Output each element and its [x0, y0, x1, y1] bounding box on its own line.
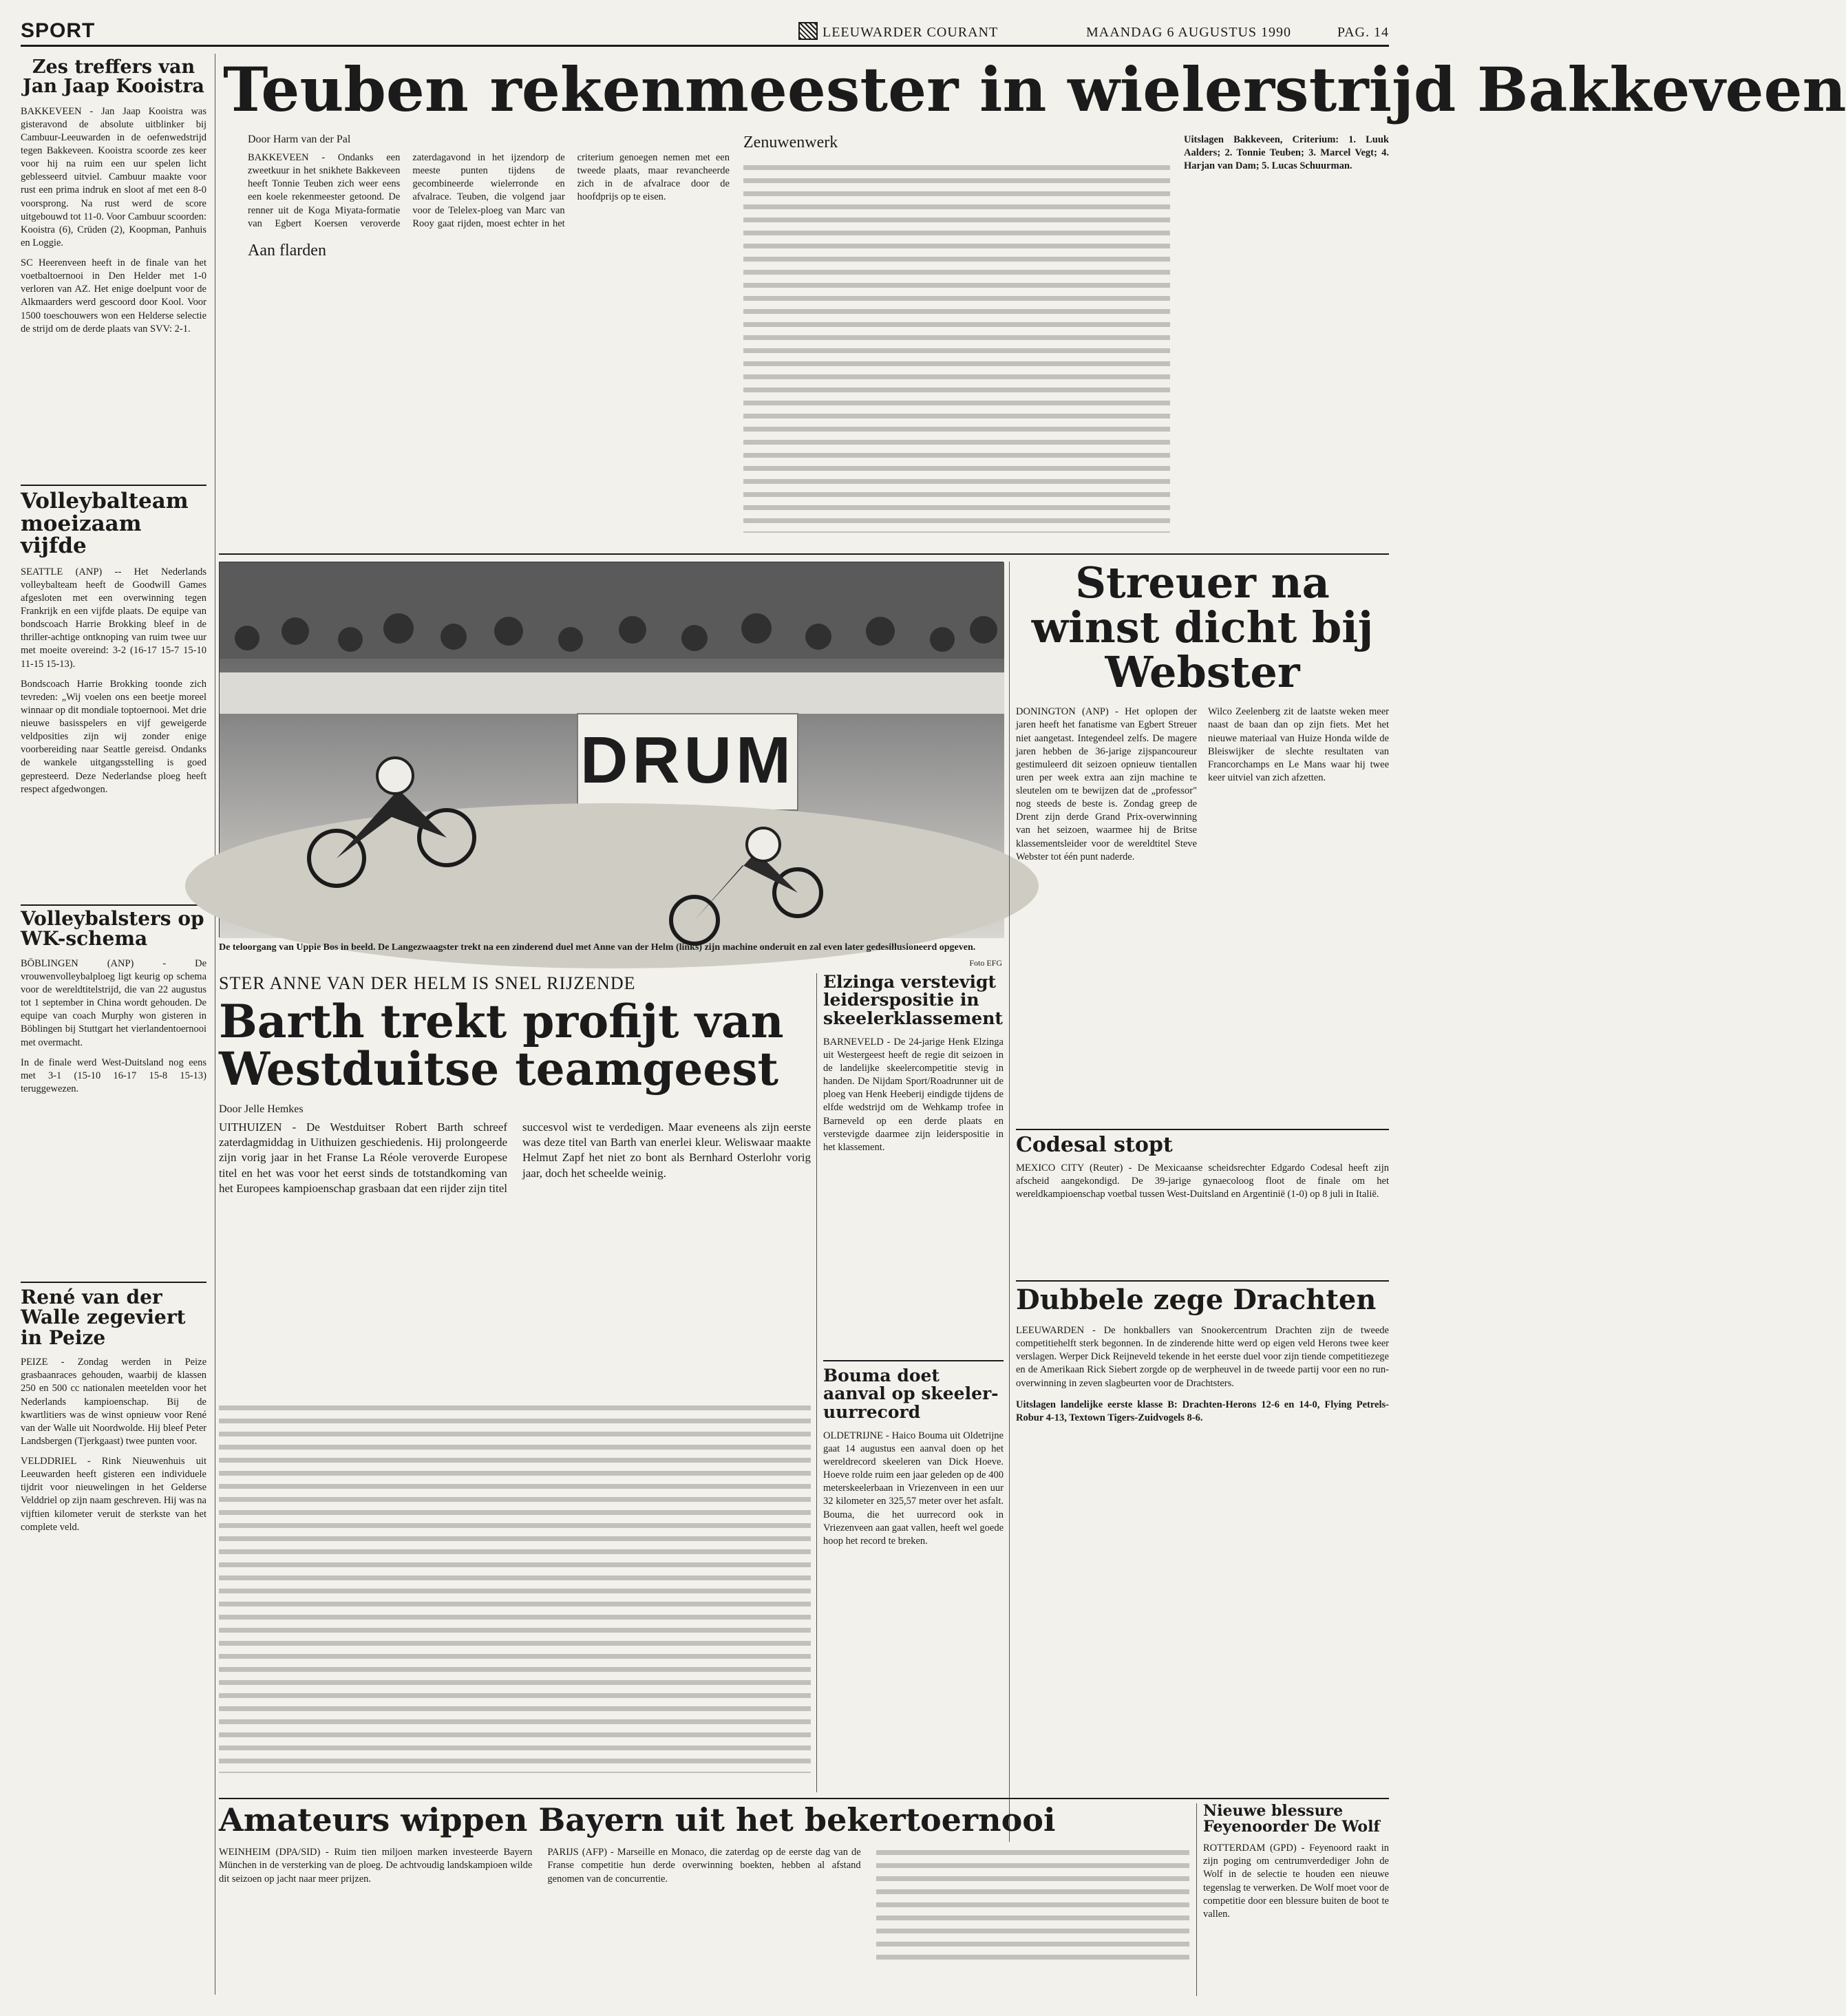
article-bouma [823, 1367, 1004, 1794]
article-divider [219, 553, 1389, 555]
article-kicker: STER ANNE VAN DER HELM IS SNEL RIJZENDE [219, 973, 636, 993]
column-divider [1009, 562, 1010, 1842]
article-byline: Door Jelle Hemkes [219, 1103, 304, 1115]
article-volleybalsters [21, 909, 206, 1280]
article-lead: BAKKEVEEN - Jan Jaap Kooistra was gisteravond de absolute uitblinker bij Cambuur-Leeuwarden in de oefenwedstrijd tegen Bakkeveen. Kooistra scoorde zes keer voor hij na ruim een uur spelen licht geblesseerd uitviel. Cambuur maakte voor rust een prima indruk en sloot af met een 8-0 voorsprong. Na rust werd de score uitgebouwd tot 11-0. Voor Cambuur scoorden: Kooistra (6), Crüden (2), Koopman, Panhuis en Loggie. [21, 105, 206, 248]
body-text-block [876, 1846, 1189, 1963]
article-lead: BARNEVELD - De 24-jarige Henk Elzinga uit Westergeest heeft de regie dit seizoen in de landelijke skeelercompetitie stevig in handen. De Nijdam Sport/Roadrunner uit de ploeg van Henk Heeberij eindigde tijdens de elfde wedstrijd om de Wehkamp trofee in Barneveld op een derde plaats en verstevigde daarmee zijn leiderspositie in het klassement. [823, 1036, 1004, 1153]
article-divider [219, 1798, 1389, 1799]
body-text-block [219, 1401, 811, 1773]
article-elzinga [823, 973, 1004, 1359]
article-body: VELDDRIEL - Rink Nieuwenhuis uit Leeuwarden heeft gisteren een individuele tijdrit voor nieuwelingen in het Gelderse Velddriel op zijn naam geschreven. Hij was na vijftien kilometer veruit de sterkste van het complete veld. [21, 1456, 206, 1533]
article-headline: Volleybalteam moeizaam vijfde [21, 489, 189, 559]
article-headline: Streuer na winst dicht bij Webster [1031, 558, 1374, 698]
photo-credit: Foto EFG [969, 958, 1002, 968]
article-headline: Amateurs wippen Bayern uit het bekertoernooi [219, 1801, 1056, 1838]
article-divider [823, 1360, 1004, 1361]
article-codesal [1016, 1134, 1389, 1272]
article-divider [21, 904, 206, 906]
article-headline: Codesal stopt [1016, 1133, 1173, 1157]
article-barth-continued [219, 1401, 811, 1773]
article-lead: DONINGTON (ANP) - Het oplopen der jaren heeft het fanatisme van Egbert Streuer niet aangetast. Integendeel zelfs. De magere jaren hebben de 36-jarige zijspancoureur gestimuleerd dit seizoen opnieuw tientallen uren per week extra aan zijn machine te sleutelen om te bewijzen dat de „professor" nog steeds de beste is. Zondag greep de Drent zijn derde Grand Prix-overwinning van het seizoen, waarmee hij de Britse klassementsleider voor de wereldtitel Steve Webster tot één punt naderde. [1016, 706, 1197, 862]
section-label: SPORT [21, 19, 96, 42]
article-feyenoord [1203, 1803, 1389, 1996]
article-divider [21, 1282, 206, 1283]
main-headline: Teuben rekenmeester in wielerstrijd Bakkeveen [223, 54, 1846, 125]
sign-text: DRUM [580, 723, 795, 797]
article-body: Bondscoach Harrie Brokking toonde zich tevreden: „Wij voelen ons een beetje moreel winnaar op dit mondiale toptoernooi. Met drie nieuwe basisspelers en vijf geweigerde veldposities zijn wij zonder enige voorbereiding naar Seattle gereisd. Ondanks de wankele uitgangsstelling is goed gepresteerd. Deze Nederlandse ploeg heeft respect afgedwongen. [21, 678, 206, 795]
article-bayern [219, 1803, 1189, 1996]
article-lead: WEINHEIM (DPA/SID) - Ruim tien miljoen marken investeerde Bayern München in de versterking van de ploeg. De achtvoudig landskampioen wilde dit seizoen op jacht naar meer prijzen. [219, 1847, 533, 1885]
article-bakkeveen [248, 134, 730, 547]
article-volleybal [21, 490, 206, 903]
article-lead: BÖBLINGEN (ANP) - De vrouwenvolleybalploeg ligt keurig op schema voor de wereldtitelstrijd, die van 22 augustus tot 1 september in China wordt gehouden. De equipe van coach Murphy won gisteren in Böblingen bij Stuttgart het vierlandentoernooi met overmacht. [21, 957, 206, 1048]
article-subhead: Zenuwenwerk [743, 134, 838, 151]
article-headline: René van der Walle zegeviert in Peize [21, 1286, 186, 1349]
body-text-block [743, 161, 1170, 533]
article-bakkeveen-continued [743, 134, 1170, 547]
article-headline: Nieuwe blessure Feyenoorder De Wolf [1203, 1802, 1380, 1836]
article-headline: Dubbele zege Drachten [1016, 1284, 1377, 1316]
article-divider [1016, 1129, 1389, 1130]
article-kooistra [21, 58, 206, 485]
article-sidebar: PARIJS (AFP) - Marseille en Monaco, die zaterdag op de eerste dag van de Franse competitie hun derde overwinning boekten, hebben al afstand genomen van de concurrentie. [547, 1847, 861, 1885]
article-lead: PEIZE - Zondag werden in Peize grasbaanraces gehouden, waarbij de klassen 250 en 500 cc nationalen meetelden voor het Nederlands kampioenschap. Bij de kwartlitiers was de winst opnieuw voor René van der Walle uit Noordwolde. Hij bleef Peter Landsbergen (Tjerkgaast) twee punten voor. [21, 1357, 206, 1447]
article-headline: Zes treffers van Jan Jaap Kooistra [23, 56, 204, 98]
article-sidebar: Wilco Zeelenberg zit de laatste weken meer naast de baan dan op zijn fiets. Met het nieuwe materiaal van Huize Honda wilde de Bleiswijker de slechte resultaten van Francorchamps en Le Mans waar hij twee keer uitviel van zich afzetten. [1208, 706, 1389, 783]
article-headline: Elzinga verstevigt leiderspositie in skeelerklassement [823, 972, 1003, 1028]
article-lead: SEATTLE (ANP) -- Het Nederlands volleybalteam heeft de Goodwill Games afgesloten met een overwinning tegen Frankrijk en een vijfde plaats. De equipe van bondscoach Harrie Brokking bleef in de thriller-achtige ontknoping van ruim twee uur met moeite overeind: 3-2 (16-17 15-7 15-10 11-15 15-13). [21, 566, 206, 670]
article-byline: Door Harm van der Pal [248, 134, 351, 145]
page-number: PAG. 14 [1337, 25, 1389, 40]
article-lead: UITHUIZEN - De Westduitser Robert Barth schreef zaterdagmiddag in Uithuizen geschiedenis. Hij prolongeerde zijn vorig jaar in het Franse La Réole veroverde Europese titel en het was voor het eerst sinds de totstandkoming van het Europees kampioenschap grasbaan dat een rijder zijn titel succesvol wist te verdedigen. Maar eveneens als zijn eerste was deze titel van Barth van enerlei kleur. Weliswaar maakte Helmut Zapf het niet zo bont als Bernhard Osterlohr vorig jaar, doch het scheelde weinig. [219, 1120, 811, 1196]
article-lead: MEXICO CITY (Reuter) - De Mexicaanse scheidsrechter Edgardo Codesal heeft zijn afscheid aangekondigd. De 39-jarige gynaecoloog floot de finale om het wereldkampioenschap voetbal tussen West-Duitsland en Argentinië (1-0) op 8 juli in Italië. [1016, 1162, 1389, 1200]
article-subhead: Aan flarden [248, 241, 326, 259]
column-divider [1196, 1803, 1197, 1996]
newspaper-crest-icon [798, 22, 818, 40]
article-lead: ROTTERDAM (GPD) - Feyenoord raakt in zijn poging om centrumverdediger John de Wolf in de selectie te houden een nieuwe tegenslag te verwerken. De Wolf moet voor de competitie door een blessure buiten de boot te vallen. [1203, 1843, 1389, 1920]
article-divider [21, 485, 206, 486]
newspaper-name: LEEUWARDER COURANT [823, 25, 999, 40]
article-lead: BAKKEVEEN - Ondanks een zweetkuur in het snikhete Bakkeveen heeft Tonnie Teuben zich weer eens een koele rekenmeester getoond. De renner uit de Koga Miyata-formatie van Egbert Koersen veroverde zaterdagavond in het ijzendorp de meeste punten tijdens de gecombineerde wielerronde en afvalrace. Teuben, die volgend jaar voor de Telelex-ploeg van Marc van Rooy gaat rijden, moest echter in het criterium genoegen nemen met een tweede plaats, maar revancheerde zich in de afvalrace door de hoofdprijs op te eisen. [248, 152, 730, 229]
masthead [21, 17, 1389, 47]
article-vanderwalle [21, 1287, 206, 1996]
article-headline: Volleybalsters op WK-schema [21, 907, 204, 951]
speedway-photo [219, 562, 1004, 937]
issue-date: MAANDAG 6 AUGUSTUS 1990 [1086, 25, 1292, 40]
results-text: Uitslagen Bakkeveen, Criterium: 1. Luuk Aalders; 2. Tonnie Teuben; 3. Marcel Vegt; 4. Harjan van Dam; 5. Lucas Schuurman. [1184, 134, 1389, 172]
results-text: Uitslagen landelijke eerste klasse B: Drachten-Herons 12-6 en 14-0, Flying Petrels-Robur 4-13, Textown Tigers-Zuidvogels 8-6. [1016, 1399, 1389, 1423]
speedway-photo-image [220, 562, 1004, 938]
article-headline: Barth trekt profijt van Westduitse teamgeest [219, 995, 784, 1096]
article-lead: LEEUWARDEN - De honkballers van Snookercentrum Drachten zijn de tweede competitiehelft sterk begonnen. In de zinderende hitte werd op eigen veld Herons twee keer verslagen. Werper Dick Reijneveld tekende in het eerste duel voor zijn tiende competitiezege en de Amerikaan Rick Siebert zorgde op de werpheuvel in de tweede partij voor een no run-overwinning in zeven slagbeurten voor de Drachtsters. [1016, 1325, 1389, 1389]
article-body: In de finale werd West-Duitsland nog eens met 3-1 (15-10 16-17 15-8 15-13) teruggewezen. [21, 1057, 206, 1094]
article-barth [219, 973, 811, 1400]
article-divider [1016, 1280, 1389, 1282]
article-body: SC Heerenveen heeft in de finale van het voetbaltoernooi in Den Helder met 1-0 verloren van AZ. Het enige doelpunt voor de Alkmaarders werd gescoord door Kool. Voor 1500 toeschouwers won een Helderse selectie de strijd om de derde plaats van SVV: 2-1. [21, 257, 206, 335]
article-drachten [1016, 1286, 1389, 1795]
column-divider [816, 973, 817, 1792]
uitslagen-bakkeveen [1184, 134, 1389, 547]
photo-caption: De teloorgang van Uppie Bos in beeld. De Langezwaagster trekt na een zinderend duel met Anne van der Helm (links) zijn machine onderuit en zal even later gedesillusioneerd opgeven. [219, 942, 976, 953]
article-lead: OLDETRIJNE - Haico Bouma uit Oldetrijne gaat 14 augustus een aanval doen op het wereldrecord skeeleren van Dick Hoeve. Hoeve rolde ruim een jaar geleden op de 400 meterskeelerbaan in Vriezenveen in een uur 32 kilometer en 325,57 meter over het asfalt. Bouma, die het uurrecord ook in Vriezenveen aan gaat vallen, heeft wel goede hoop het record te breken. [823, 1430, 1004, 1547]
article-headline: Bouma doet aanval op skeeler-uurrecord [823, 1366, 999, 1422]
